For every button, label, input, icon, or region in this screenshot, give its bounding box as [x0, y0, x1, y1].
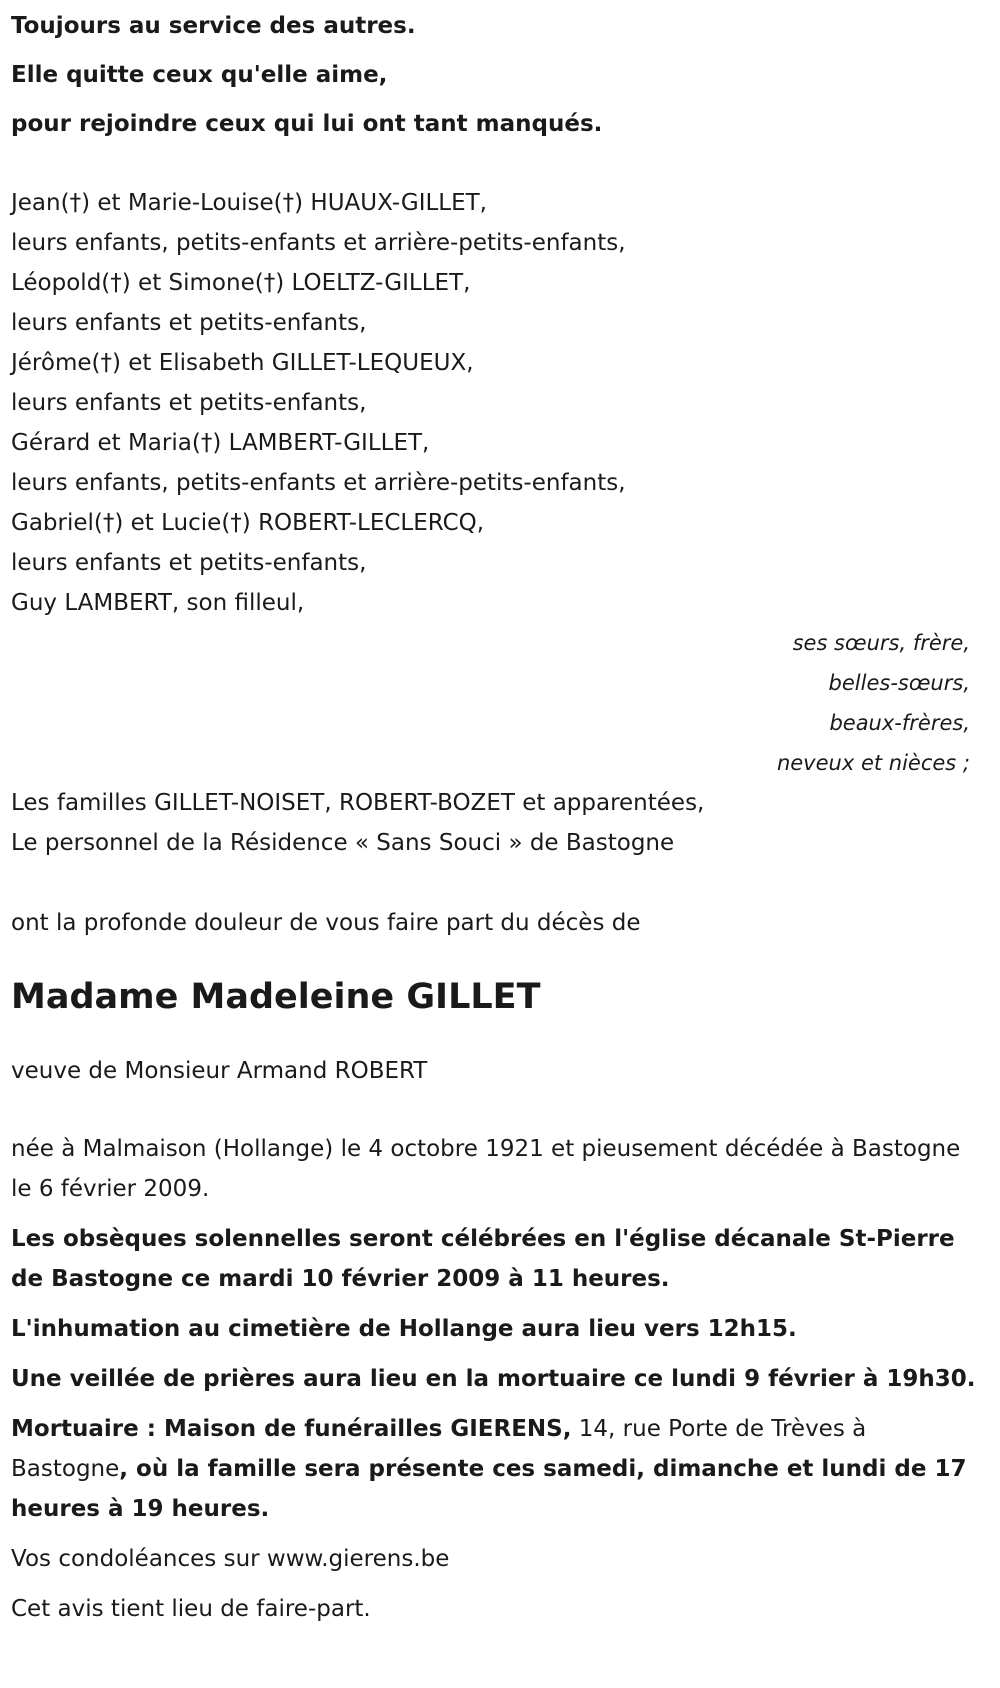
mourner-line: Le personnel de la Résidence « Sans Souci » de Bastogne	[11, 830, 675, 856]
mortuary-address: 14, rue Porte de Trèves à Bastogne	[11, 1416, 867, 1482]
mortuary-presence: , où la famille sera présente ces samedi, dimanche et lundi de 17 heures à 19 heures.	[11, 1456, 967, 1522]
widow-of: veuve de Monsieur Armand ROBERT	[11, 1058, 428, 1084]
other-mourners	[11, 783, 980, 863]
intro-line: pour rejoindre ceux qui lui ont tant manqués.	[11, 111, 603, 137]
deceased-name: Madame Madeleine GILLET	[11, 977, 541, 1017]
relation-line: ses sœurs, frère,	[792, 631, 970, 655]
family-line: leurs enfants et petits-enfants,	[11, 550, 367, 576]
family-line: leurs enfants, petits-enfants et arrière-petits-enfants,	[11, 470, 626, 496]
relation-line: neveux et nièces ;	[776, 751, 970, 775]
intro-verse	[11, 0, 980, 139]
intro-line: Elle quitte ceux qu'elle aime,	[11, 62, 388, 88]
announcement: ont la profonde douleur de vous faire part du décès de	[11, 910, 641, 936]
family-line: Jérôme(†) et Elisabeth GILLET-LEQUEUX,	[11, 350, 474, 376]
intro-line: Toujours au service des autres.	[11, 13, 416, 39]
mourner-line: Les familles GILLET-NOISET, ROBERT-BOZET et apparentées,	[11, 790, 705, 816]
family-line: leurs enfants et petits-enfants,	[11, 390, 367, 416]
family-line: Jean(†) et Marie-Louise(†) HUAUX-GILLET,	[11, 190, 487, 216]
family-line: Gérard et Maria(†) LAMBERT-GILLET,	[11, 430, 430, 456]
burial-info: L'inhumation au cimetière de Hollange aura lieu vers 12h15.	[11, 1316, 797, 1342]
birth-death: née à Malmaison (Hollange) le 4 octobre 1921 et pieusement décédée à Bastogne le 6 février 2009.	[11, 1136, 961, 1202]
condolences: Vos condoléances sur www.gierens.be	[11, 1546, 450, 1572]
family-line: leurs enfants, petits-enfants et arrière-petits-enfants,	[11, 230, 626, 256]
notice: Cet avis tient lieu de faire-part.	[11, 1596, 371, 1622]
mortuary-info	[11, 1409, 980, 1529]
family-line: Guy LAMBERT, son filleul,	[11, 590, 305, 616]
details-section	[11, 1129, 980, 1629]
family-list	[11, 183, 980, 623]
family-line: Léopold(†) et Simone(†) LOELTZ-GILLET,	[11, 270, 471, 296]
family-line: leurs enfants et petits-enfants,	[11, 310, 367, 336]
funeral-info: Les obsèques solennelles seront célébrées en l'église décanale St-Pierre de Bastogne ce mardi 10 février 2009 à 11 heures.	[11, 1226, 955, 1292]
relations-list	[11, 623, 980, 783]
mortuary-label: Mortuaire : Maison de funérailles GIERENS,	[11, 1416, 572, 1442]
vigil-info: Une veillée de prières aura lieu en la mortuaire ce lundi 9 février à 19h30.	[11, 1366, 976, 1392]
relation-line: beaux-frères,	[829, 711, 970, 735]
relation-line: belles-sœurs,	[828, 671, 970, 695]
family-line: Gabriel(†) et Lucie(†) ROBERT-LECLERCQ,	[11, 510, 485, 536]
